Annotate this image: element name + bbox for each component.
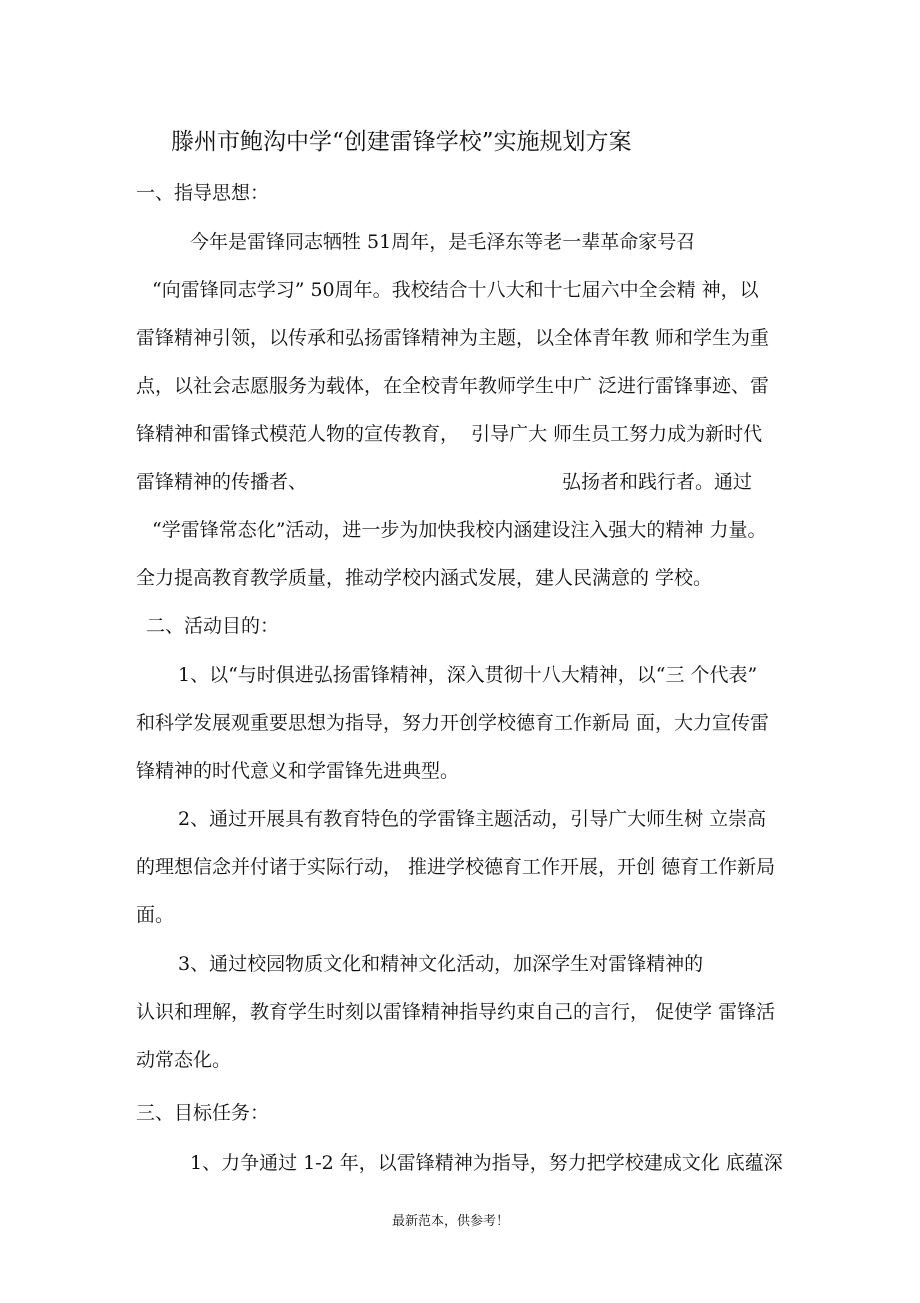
paragraph-line: 的理想信念并付诸于实际行动， 推进学校德育工作开展，开创 德育工作新局	[136, 856, 776, 878]
paragraph-line: 动常态化。	[136, 1049, 232, 1071]
page-footer: 最新范本，供参考！	[392, 1214, 510, 1229]
paragraph-line: 点，以社会志愿服务为载体，在全校青年教师学生中广 泛进行雷锋事迹、雷	[136, 375, 770, 397]
section-heading: 三、目标任务：	[136, 1102, 270, 1124]
paragraph-line: 锋精神的时代意义和学雷锋先进典型。	[136, 760, 460, 782]
paragraph-line: 雷锋精神的传播者、	[136, 471, 308, 493]
paragraph-line: 锋精神和雷锋式模范人物的宣传教育， 引导广大 师生员工努力成为新时代	[136, 423, 763, 445]
paragraph-line: “向雷锋同志学习” 50周年。我校结合十八大和十七届六中全会精 神，以	[152, 279, 759, 301]
section-heading: 一、指导思想：	[136, 182, 270, 204]
paragraph-line: 面。	[136, 904, 175, 926]
paragraph-line: 认识和理解，教育学生时刻以雷锋精神指导约束自己的言行， 促使学 雷锋活	[136, 1001, 776, 1023]
paragraph-line: 1、以“与时俱进弘扬雷锋精神，深入贯彻十八大精神，以“三 个代表”	[178, 664, 758, 686]
paragraph-line: 弘扬者和践行者。通过	[562, 471, 753, 493]
paragraph-line: 和科学发展观重要思想为指导，努力开创学校德育工作新局 面，大力宣传雷	[136, 712, 770, 734]
paragraph-line: 3、通过校园物质文化和精神文化活动，加深学生对雷锋精神的	[178, 953, 704, 975]
paragraph-line: 1、力争通过 1-2 年，以雷锋精神为指导，努力把学校建成文化 底蕴深	[190, 1152, 783, 1174]
paragraph-line: “学雷锋常态化”活动，进一步为加快我校内涵建设注入强大的精神 力量。	[152, 519, 767, 541]
paragraph-line: 雷锋精神引领，以传承和弘扬雷锋精神为主题，以全体青年教 师和学生为重	[136, 327, 770, 349]
paragraph-line: 全力提高教育教学质量，推动学校内涵式发展，建人民满意的 学校。	[136, 567, 713, 589]
paragraph-line: 今年是雷锋同志牺牲 51周年，是毛泽东等老一辈革命家号召	[190, 231, 696, 253]
document-title: 滕州市鲍沟中学“创建雷锋学校”实施规划方案	[171, 129, 632, 155]
paragraph-line: 2、通过开展具有教育特色的学雷锋主题活动，引导广大师生树 立崇高	[178, 808, 767, 830]
section-heading: 二、活动目的：	[146, 615, 280, 637]
